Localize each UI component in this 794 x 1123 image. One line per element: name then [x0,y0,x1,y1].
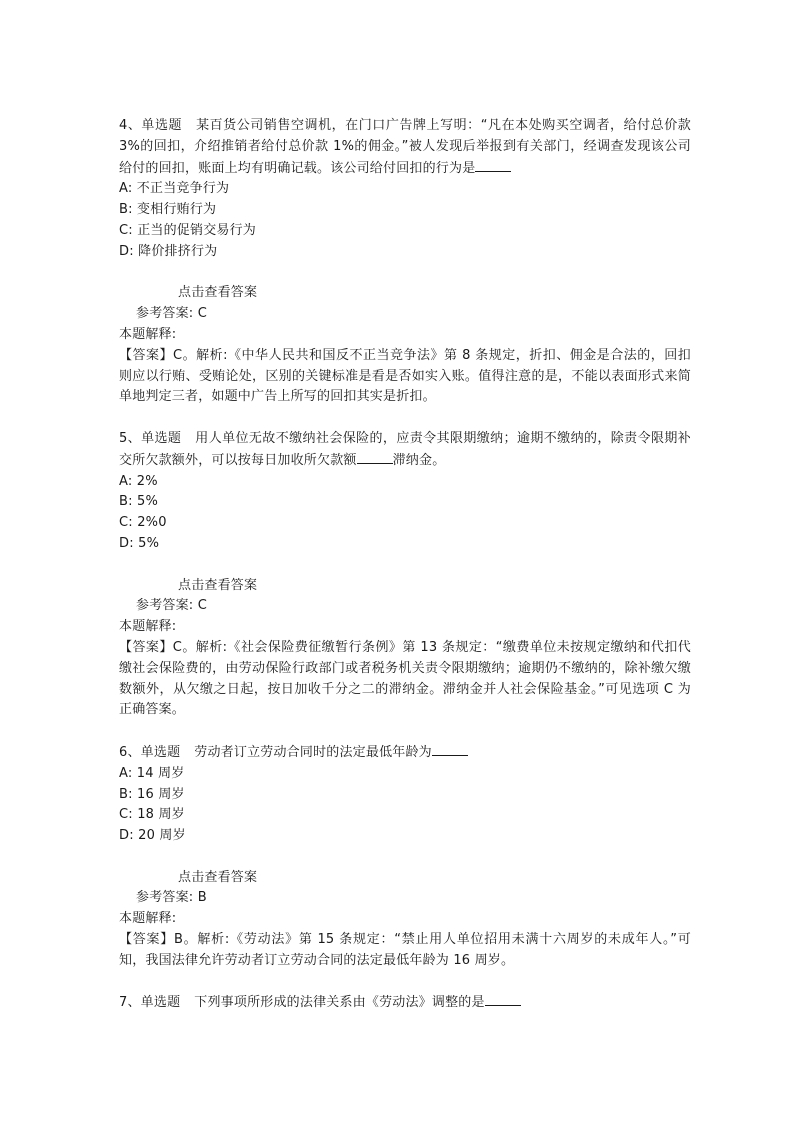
question-number: 6、 [119,744,141,760]
option-d[interactable] [119,242,691,263]
reference-answer: 参考答案: C [136,598,207,614]
option-letter: A: [119,181,133,197]
option-c[interactable] [119,513,691,534]
option-letter: C: [119,807,133,823]
question-type: 单选题 [141,430,182,446]
spacer [119,972,691,993]
question-stem [119,429,691,472]
explanation-text: 【答案】B。解析:《劳动法》第 15 条规定：“禁止用人单位招用未满十六周岁的未成年人。”可知，我国法律允许劳动者订立劳动合同的法定最低年龄为 16 周岁。 [119,932,691,968]
option-text: 2% [136,473,158,489]
explanation-label: 本题解释: [119,326,177,342]
question-6 [119,742,691,972]
option-letter: C: [119,515,133,531]
question-text: 劳动者订立劳动合同时的法定最低年龄为 [194,744,432,760]
spacer [119,721,691,742]
question-list [119,116,691,1014]
option-a[interactable] [119,764,691,785]
question-type: 单选题 [140,744,181,760]
view-answer-link[interactable]: 点击查看答案 [178,869,258,885]
question-text: 某百货公司销售空调机，在门口广告牌上写明：“凡在本处购买空调者，给付总价款 3%的回扣，介绍推销者给付总价款 1%的佣金。”被人发现后举报到有关部门，经调查发现该公司给付的回扣，账面上均有明确记载。该公司给付回扣的行为是 [119,118,691,176]
option-letter: D: [119,535,134,551]
reference-answer: 参考答案: B [136,890,207,906]
option-letter: B: [119,202,133,218]
option-letter: A: [119,765,133,781]
option-text: 16 周岁 [137,786,185,802]
option-letter: B: [119,494,133,510]
spacer [119,408,691,429]
option-text: 变相行贿行为 [137,202,217,218]
option-c[interactable] [119,221,691,242]
option-letter: B: [119,786,133,802]
question-number: 5、 [119,430,142,446]
option-b[interactable] [119,492,691,513]
question-number: 7、 [119,995,141,1011]
reference-answer: 参考答案: C [136,306,207,322]
option-b[interactable] [119,200,691,221]
view-answer-link[interactable]: 点击查看答案 [178,285,258,301]
question-text: 用人单位无故不缴纳社会保险的，应责令其限期缴纳；逾期不缴纳的，除责令限期补交所欠款额外，可以按每日加收所欠款额 [119,430,691,468]
answer-blank [357,450,393,464]
question-7 [119,992,691,1014]
option-text: 5% [138,535,160,551]
option-text: 2%0 [137,515,167,531]
option-letter: A: [119,473,133,489]
option-b[interactable] [119,785,691,806]
answer-blank [475,158,511,172]
explanation-text: 【答案】C。解析:《社会保险费征缴暂行条例》第 13 条规定：“缴费单位未按规定缴纳和代扣代缴社会保险费的，由劳动保险行政部门或者税务机关责令限期缴纳；逾期仍不缴纳的，除补缴欠缴数额外，从欠缴之日起，按日加收千分之二的滞纳金。滞纳金并人社会保险基金。”可见选项 C 为正确答案。 [119,639,691,718]
question-text: 下列事项所形成的法律关系由《劳动法》调整的是 [194,995,485,1011]
question-stem [119,992,691,1014]
question-4 [119,116,691,408]
option-d[interactable] [119,826,691,847]
option-a[interactable] [119,179,691,200]
option-letter: D: [119,243,134,259]
option-letter: C: [119,222,133,238]
question-text-after: 滞纳金。 [392,452,446,468]
option-a[interactable] [119,472,691,493]
answer-blank [432,742,468,756]
option-d[interactable] [119,534,691,555]
option-text: 正当的促销交易行为 [137,222,257,238]
answer-blank [485,992,521,1006]
question-number: 4、 [119,118,142,133]
question-type: 单选题 [140,995,181,1011]
option-text: 14 周岁 [136,765,185,781]
explanation-label: 本题解释: [119,619,177,635]
question-type: 单选题 [141,118,183,133]
option-text: 降价排挤行为 [138,243,218,259]
option-c[interactable] [119,805,691,826]
explanation-label: 本题解释: [119,911,177,927]
option-text: 不正当竞争行为 [136,181,230,197]
view-answer-link[interactable]: 点击查看答案 [178,577,258,593]
explanation-text: 【答案】C。解析:《中华人民共和国反不正当竞争法》第 8 条规定，折扣、佣金是合法的，回扣则应以行贿、受贿论处，区别的关键标准是看是否如实入账。值得注意的是，不能以表面形式来简单地判定三者，如题中广告上所写的回扣其实是折扣。 [119,347,691,405]
question-stem [119,742,691,764]
option-letter: D: [119,828,134,844]
option-text: 20 周岁 [138,828,186,844]
question-stem [119,116,691,179]
question-5 [119,429,691,721]
option-text: 18 周岁 [137,807,185,823]
option-text: 5% [137,494,159,510]
